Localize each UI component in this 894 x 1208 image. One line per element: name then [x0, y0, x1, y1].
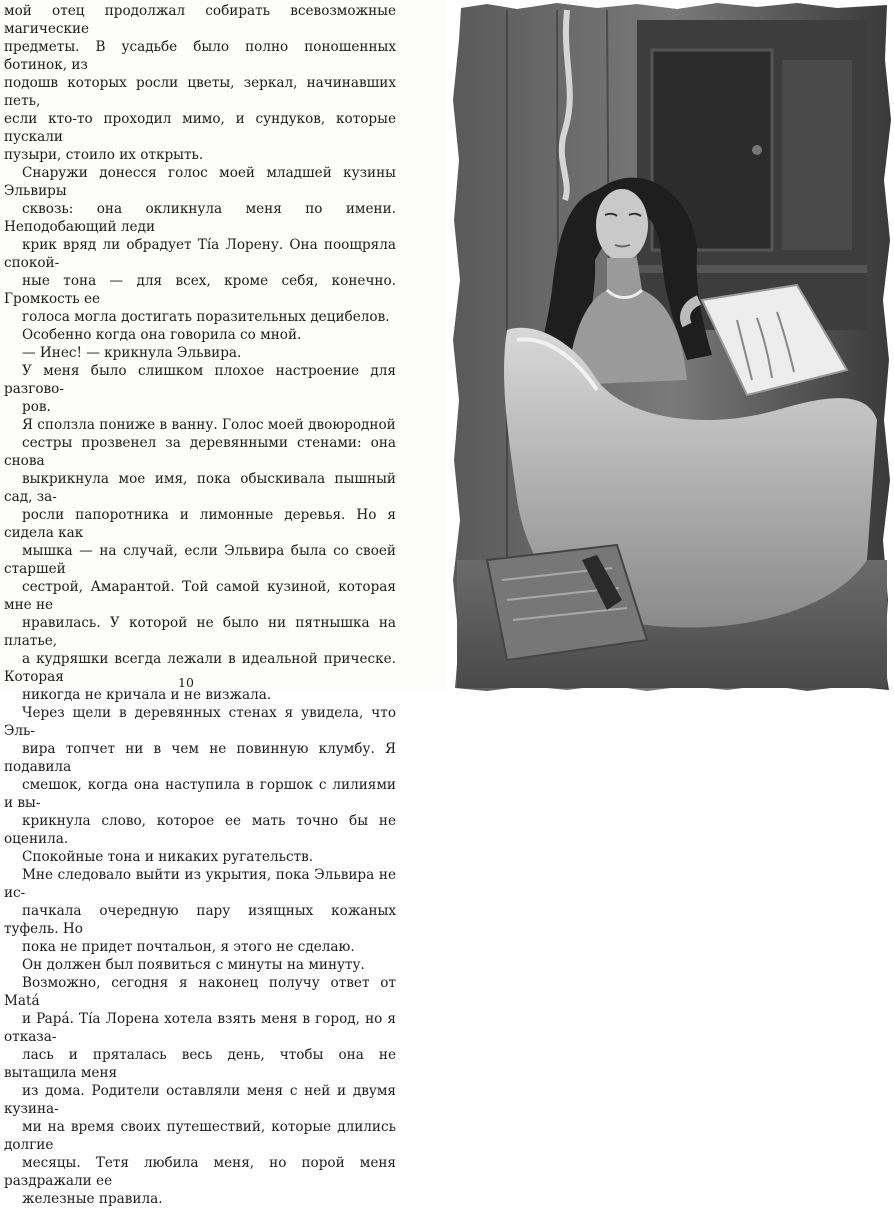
paragraph: [4, 362, 396, 416]
text-line: сестры прозвенел за деревянными стенами: она снова: [4, 435, 396, 469]
body-text: [4, 2, 396, 1208]
text-line: а кудряшки всегда лежали в идеальной прическе. Которая: [4, 651, 396, 685]
text-line: выкрикнула мое имя, пока обыскивала пышный сад, за-: [4, 471, 396, 505]
text-line: сестрой, Амарантой. Той самой кузиной, которая мне не: [4, 579, 396, 613]
text-line: ные тона — для всех, кроме себя, конечно. Громкость ее: [4, 273, 396, 307]
paragraph: [4, 2, 396, 164]
text-line: вира топчет ни в чем не повинную клумбу. Я подавила: [4, 741, 396, 775]
text-line: пока не придет почтальон, я этого не сделаю.: [22, 939, 355, 955]
left-page: [0, 0, 447, 1207]
text-line: У меня было слишком плохое настроение для разгово-: [4, 363, 396, 397]
text-line: ров.: [22, 399, 51, 415]
text-line: Снаружи донесся голос моей младшей кузины Эльвиры: [4, 165, 396, 199]
text-line: Он должен был появиться с минуты на минуту.: [22, 957, 365, 973]
text-line: предметы. В усадьбе было полно поношенных ботинок, из: [4, 39, 396, 73]
page-number: 10: [178, 675, 194, 690]
paragraph: [4, 866, 396, 956]
text-line: сквозь: она окликнула меня по имени. Неподобающий леди: [4, 201, 396, 235]
text-line: никогда не кричала и не визжала.: [22, 687, 272, 703]
paragraph: [4, 704, 396, 848]
text-line: смешок, когда она наступила в горшок с лилиями и вы-: [4, 777, 396, 811]
text-line: пачкала очередную пару изящных кожаных туфель. Но: [4, 903, 396, 937]
paragraph: [4, 344, 396, 362]
text-line: лась и пряталась весь день, чтобы она не вытащила меня: [4, 1047, 396, 1081]
text-line: мой отец продолжал собирать всевозможные магические: [4, 3, 396, 37]
text-line: Мне следовало выйти из укрытия, пока Эльвира не ис-: [4, 867, 396, 901]
text-line: — Инес! — крикнула Эльвира.: [22, 345, 242, 361]
text-line: Спокойные тона и никаких ругательств.: [22, 849, 314, 865]
paragraph: [4, 326, 396, 344]
right-page: [447, 0, 894, 692]
rug: [487, 545, 647, 660]
text-line: Возможно, сегодня я наконец получу ответ от Matá: [4, 975, 396, 1009]
text-line: крикнула слово, которое ее мать точно бы не оценила.: [4, 813, 396, 847]
text-line: пузыри, стоило их открыть.: [4, 147, 204, 163]
text-line: подошв которых росли цветы, зеркал, начинавших петь,: [4, 75, 396, 109]
text-line: голоса могла достигать поразительных децибелов.: [22, 309, 390, 325]
text-line: Особенно когда она говорила со мной.: [22, 327, 302, 343]
cabinet-knob: [752, 145, 762, 155]
paragraph: [4, 956, 396, 974]
text-line: ми на время своих путешествий, которые длились долгие: [4, 1119, 396, 1153]
illustration: [447, 0, 894, 692]
text-line: мышка — на случай, если Эльвира была со своей старшей: [4, 543, 396, 577]
text-line: Через щели в деревянных стенах я увидела, что Эль-: [4, 705, 396, 739]
paragraph: [4, 164, 396, 326]
text-line: нравилась. У которой не было ни пятнышка на платье,: [4, 615, 396, 649]
paragraph: [4, 848, 396, 866]
face: [596, 189, 648, 261]
paragraph: [4, 974, 396, 1208]
text-line: из дома. Родители оставляли меня с ней и двумя кузина-: [4, 1083, 396, 1117]
text-line: Я сползла пониже в ванну. Голос моей двоюродной: [22, 417, 396, 433]
text-line: если кто-то проходил мимо, и сундуков, которые пускали: [4, 111, 396, 145]
text-line: крик вряд ли обрадует Tía Лорену. Она поощряла спокой-: [4, 237, 396, 271]
text-line: росли папоротника и лимонные деревья. Но я сидела как: [4, 507, 396, 541]
text-line: месяцы. Тетя любила меня, но порой меня раздражали ее: [4, 1155, 396, 1189]
paragraph: [4, 416, 396, 704]
text-line: и Papá. Tía Лорена хотела взять меня в город, но я отказа-: [4, 1011, 396, 1045]
text-line: железные правила.: [22, 1191, 163, 1207]
